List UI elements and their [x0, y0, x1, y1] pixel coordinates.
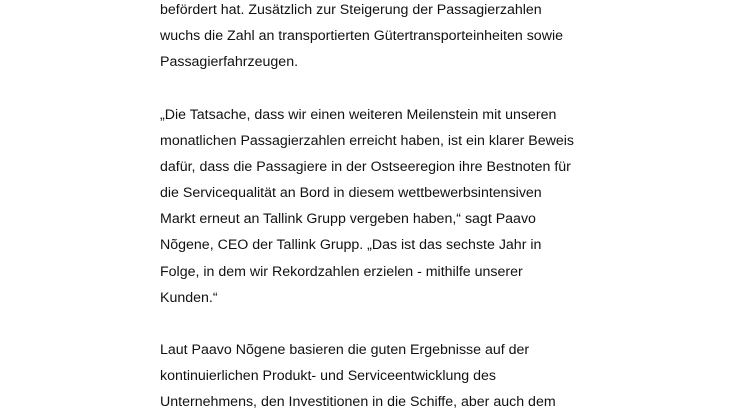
paragraph-results	[160, 337, 556, 415]
text-line: kontinuierlichen Produkt- und Serviceentwicklung des	[160, 368, 496, 385]
text-line: befördert hat. Zusätzlich zur Steigerung der Passagierzahlen	[160, 2, 542, 18]
paragraph-growth	[160, 0, 563, 75]
text-line: Passagierfahrzeugen.	[160, 54, 299, 71]
text-line: Nõgene, CEO der Tallink Grupp. „Das ist das sechste Jahr in	[160, 237, 542, 254]
text-line: Folge, in dem wir Rekordzahlen erzielen - mithilfe unserer	[160, 263, 523, 280]
text-line: Kunden.“	[160, 289, 218, 306]
text-line: die Servicequalität an Bord in diesem wettbewerbsintensiven	[160, 185, 542, 202]
paragraph-ceo-quote	[160, 102, 574, 311]
text-line: „Die Tatsache, dass wir einen weiteren Meilenstein mit unseren	[160, 107, 557, 123]
text-line: Unternehmens, den Investitionen in die Schiffe, aber auch dem	[160, 394, 556, 411]
text-line: dafür, dass die Passagiere in der Ostseeregion ihre Bestnoten für	[160, 159, 571, 176]
text-line: Markt erneut an Tallink Grupp vergeben haben,“ sagt Paavo	[160, 211, 536, 228]
text-line: monatlichen Passagierzahlen erreicht haben, ist ein klarer Beweis	[160, 133, 575, 150]
text-line: Laut Paavo Nõgene basieren die guten Ergebnisse auf der	[160, 342, 530, 358]
text-line: wuchs die Zahl an transportierten Gütertransporteinheiten sowie	[160, 28, 563, 45]
